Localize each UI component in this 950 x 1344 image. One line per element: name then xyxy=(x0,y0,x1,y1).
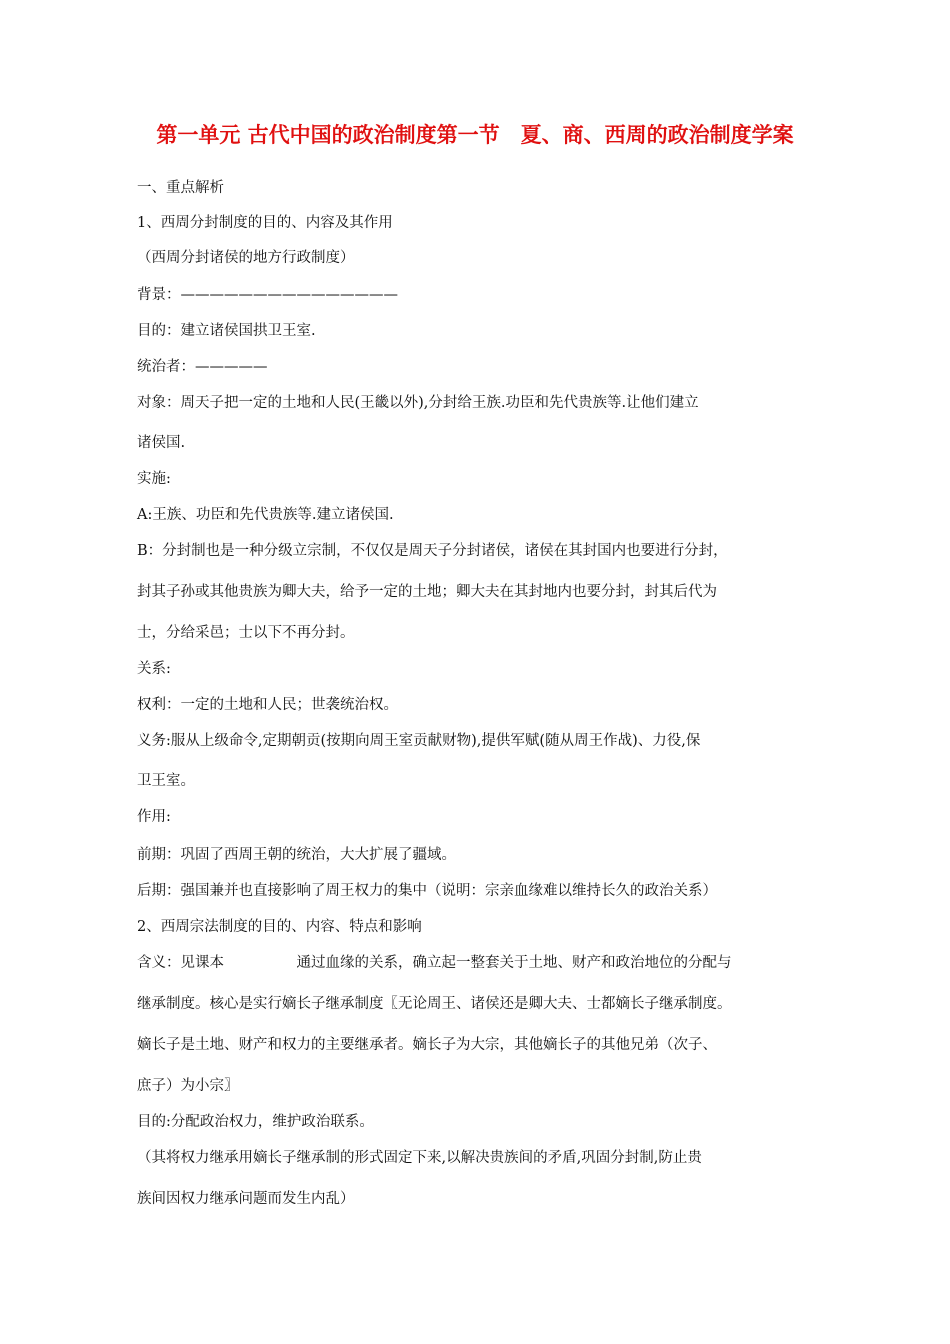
paragraph-line: 义务:服从上级命令,定期朝贡(按期向周王室贡献财物),提供军赋(随从周王作战)、力役,保 xyxy=(137,733,701,749)
paragraph-line: 继承制度。核心是实行嫡长子继承制度〖无论周王、诸侯还是卿大夫、士都嫡长子继承制度。 xyxy=(137,996,732,1012)
document-title: 第一单元 古代中国的政治制度第一节 夏、商、西周的政治制度学案 xyxy=(156,123,794,147)
paragraph-line: 士，分给采邑；士以下不再分封。 xyxy=(137,625,355,641)
paragraph-line: 含义：见课本 通过血缘的关系，确立起一整套关于土地、财产和政治地位的分配与 xyxy=(137,955,732,971)
paragraph-line: 对象：周天子把一定的土地和人民(王畿以外),分封给王族.功臣和先代贵族等.让他们建立 xyxy=(137,395,699,411)
paragraph-line: （西周分封诸侯的地方行政制度） xyxy=(137,250,355,266)
paragraph-line: 作用: xyxy=(137,809,171,825)
subsection-heading: 2、西周宗法制度的目的、内容、特点和影响 xyxy=(137,919,422,935)
paragraph-line: 后期：强国兼并也直接影响了周王权力的集中（说明：宗亲血缘难以维持长久的政治关系） xyxy=(137,883,717,899)
paragraph-line: 前期：巩固了西周王朝的统治，大大扩展了疆域。 xyxy=(137,847,456,863)
paragraph-line: （其将权力继承用嫡长子继承制的形式固定下来,以解决贵族间的矛盾,巩固分封制,防止贵 xyxy=(137,1150,702,1166)
paragraph-line: 实施: xyxy=(137,471,171,487)
paragraph-line: 诸侯国. xyxy=(137,435,186,451)
paragraph-line: 庶子）为小宗〗 xyxy=(137,1078,239,1094)
paragraph-line: 封其子孙或其他贵族为卿大夫，给予一定的土地；卿大夫在其封地内也要分封，封其后代为 xyxy=(137,584,717,600)
paragraph-line: A:王族、功臣和先代贵族等.建立诸侯国. xyxy=(137,507,394,523)
paragraph-line: 统治者：————— xyxy=(137,359,268,375)
paragraph-line: 目的:分配政治权力，维护政治联系。 xyxy=(137,1114,374,1130)
paragraph-line: 族间因权力继承问题而发生内乱） xyxy=(137,1191,355,1207)
paragraph-line: 权利：一定的土地和人民；世袭统治权。 xyxy=(137,697,398,713)
subsection-heading: 1、西周分封制度的目的、内容及其作用 xyxy=(137,215,393,231)
paragraph-line: 背景：——————————————— xyxy=(137,287,398,303)
section-heading: 一、重点解析 xyxy=(137,180,224,196)
paragraph-line: 关系: xyxy=(137,661,171,677)
paragraph-line: 卫王室。 xyxy=(137,773,195,789)
paragraph-line: 嫡长子是土地、财产和权力的主要继承者。嫡长子为大宗，其他嫡长子的其他兄弟（次子、 xyxy=(137,1037,717,1053)
paragraph-line: 目的：建立诸侯国拱卫王室. xyxy=(137,323,316,339)
paragraph-line: B：分封制也是一种分级立宗制，不仅仅是周天子分封诸侯，诸侯在其封国内也要进行分封， xyxy=(137,543,728,559)
